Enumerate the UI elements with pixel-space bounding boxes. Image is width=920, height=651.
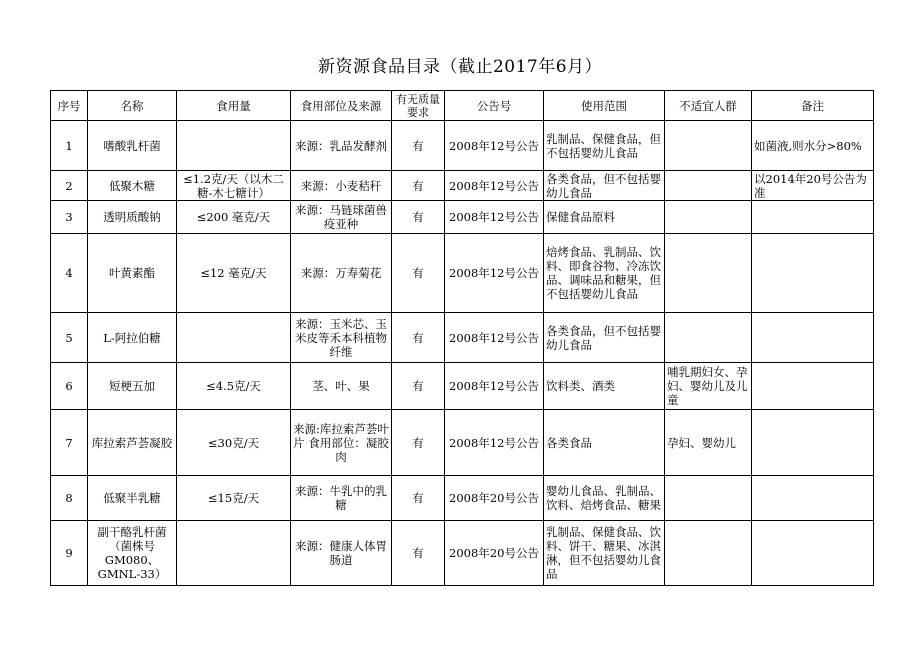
table-row [51, 410, 874, 476]
cell-no: 7 [51, 410, 88, 476]
cell-remark [752, 313, 874, 363]
table-row [51, 313, 874, 363]
cell-scope: 保健食品原料 [544, 201, 665, 234]
cell-source: 来源：健康人体胃肠道 [291, 521, 392, 586]
header-unsuitable: 不适宜人群 [665, 91, 752, 121]
cell-source: 来源：牛乳中的乳糖 [291, 476, 392, 521]
cell-scope: 焙烤食品、乳制品、饮料、即食谷物、冷冻饮品、调味品和糖果，但不包括婴幼儿食品 [544, 234, 665, 313]
cell-no: 2 [51, 171, 88, 201]
cell-notice: 2008年12号公告 [445, 201, 544, 234]
cell-dosage: ≤4.5克/天 [177, 363, 291, 410]
cell-dosage: ≤12 毫克/天 [177, 234, 291, 313]
cell-scope: 各类食品，但不包括婴幼儿食品 [544, 171, 665, 201]
cell-notice: 2008年12号公告 [445, 171, 544, 201]
cell-source: 来源：马链球菌兽疫亚种 [291, 201, 392, 234]
cell-notice: 2008年20号公告 [445, 476, 544, 521]
cell-no: 4 [51, 234, 88, 313]
header-remark: 备注 [752, 91, 874, 121]
cell-notice: 2008年12号公告 [445, 121, 544, 171]
cell-dosage: ≤30克/天 [177, 410, 291, 476]
cell-unsuitable [665, 234, 752, 313]
cell-dosage: ≤200 毫克/天 [177, 201, 291, 234]
cell-scope: 饮料类、酒类 [544, 363, 665, 410]
header-row [51, 91, 874, 121]
cell-source: 来源：小麦秸秆 [291, 171, 392, 201]
cell-scope: 各类食品 [544, 410, 665, 476]
cell-name: 库拉索芦荟凝胶 [88, 410, 177, 476]
table-row [51, 234, 874, 313]
header-name: 名称 [88, 91, 177, 121]
cell-quality: 有 [392, 121, 445, 171]
cell-quality: 有 [392, 521, 445, 586]
cell-dosage: ≤15克/天 [177, 476, 291, 521]
table-row [51, 363, 874, 410]
cell-unsuitable [665, 171, 752, 201]
header-quality: 有无质量要求 [392, 91, 445, 121]
cell-quality: 有 [392, 201, 445, 234]
cell-name: 副干酪乳杆菌（菌株号GM080、GMNL-33） [88, 521, 177, 586]
cell-quality: 有 [392, 234, 445, 313]
cell-dosage [177, 521, 291, 586]
cell-source: 来源：万寿菊花 [291, 234, 392, 313]
table-row [51, 521, 874, 586]
cell-remark: 以2014年20号公告为准 [752, 171, 874, 201]
cell-remark [752, 521, 874, 586]
cell-name: L-阿拉伯糖 [88, 313, 177, 363]
cell-notice: 2008年12号公告 [445, 410, 544, 476]
table-row [51, 476, 874, 521]
cell-dosage [177, 313, 291, 363]
cell-unsuitable [665, 121, 752, 171]
cell-name: 透明质酸钠 [88, 201, 177, 234]
header-no: 序号 [51, 91, 88, 121]
cell-notice: 2008年12号公告 [445, 363, 544, 410]
cell-name: 叶黄素酯 [88, 234, 177, 313]
cell-remark [752, 410, 874, 476]
cell-unsuitable [665, 313, 752, 363]
table-row [51, 201, 874, 234]
cell-quality: 有 [392, 476, 445, 521]
cell-scope: 乳制品、保健食品、饮料、饼干、糖果、冰淇淋，但不包括婴幼儿食品 [544, 521, 665, 586]
cell-remark [752, 234, 874, 313]
cell-dosage: ≤1.2克/天（以木二糖-木七糖计） [177, 171, 291, 201]
cell-no: 3 [51, 201, 88, 234]
table-row [51, 121, 874, 171]
cell-remark [752, 476, 874, 521]
cell-unsuitable [665, 476, 752, 521]
cell-source: 来源：玉米芯、玉米皮等禾本科植物纤维 [291, 313, 392, 363]
cell-remark [752, 201, 874, 234]
cell-name: 低聚木糖 [88, 171, 177, 201]
cell-source: 来源:库拉索芦荟叶片 食用部位：凝胶肉 [291, 410, 392, 476]
cell-quality: 有 [392, 171, 445, 201]
cell-no: 6 [51, 363, 88, 410]
cell-dosage [177, 121, 291, 171]
cell-remark [752, 363, 874, 410]
header-notice: 公告号 [445, 91, 544, 121]
cell-scope: 乳制品、保健食品，但不包括婴幼儿食品 [544, 121, 665, 171]
cell-source: 来源：乳品发酵剂 [291, 121, 392, 171]
cell-quality: 有 [392, 363, 445, 410]
cell-name: 低聚半乳糖 [88, 476, 177, 521]
cell-unsuitable [665, 201, 752, 234]
cell-no: 1 [51, 121, 88, 171]
header-dosage: 食用量 [177, 91, 291, 121]
cell-scope: 婴幼儿食品、乳制品、饮料、焙烤食品、糖果 [544, 476, 665, 521]
header-source: 食用部位及来源 [291, 91, 392, 121]
cell-unsuitable: 孕妇、婴幼儿 [665, 410, 752, 476]
cell-notice: 2008年20号公告 [445, 521, 544, 586]
food-catalog-table [50, 90, 874, 586]
page-title: 新资源食品目录（截止2017年6月） [317, 57, 603, 77]
cell-quality: 有 [392, 313, 445, 363]
cell-name: 短梗五加 [88, 363, 177, 410]
table-row [51, 171, 874, 201]
cell-scope: 各类食品，但不包括婴幼儿食品 [544, 313, 665, 363]
cell-source: 茎、叶、果 [291, 363, 392, 410]
cell-name: 嗜酸乳杆菌 [88, 121, 177, 171]
cell-no: 8 [51, 476, 88, 521]
cell-no: 5 [51, 313, 88, 363]
cell-quality: 有 [392, 410, 445, 476]
cell-no: 9 [51, 521, 88, 586]
cell-notice: 2008年12号公告 [445, 234, 544, 313]
cell-notice: 2008年12号公告 [445, 313, 544, 363]
header-scope: 使用范围 [544, 91, 665, 121]
cell-remark: 如菌液,则水分>80% [752, 121, 874, 171]
cell-unsuitable [665, 521, 752, 586]
cell-unsuitable: 哺乳期妇女、孕妇、婴幼儿及儿童 [665, 363, 752, 410]
